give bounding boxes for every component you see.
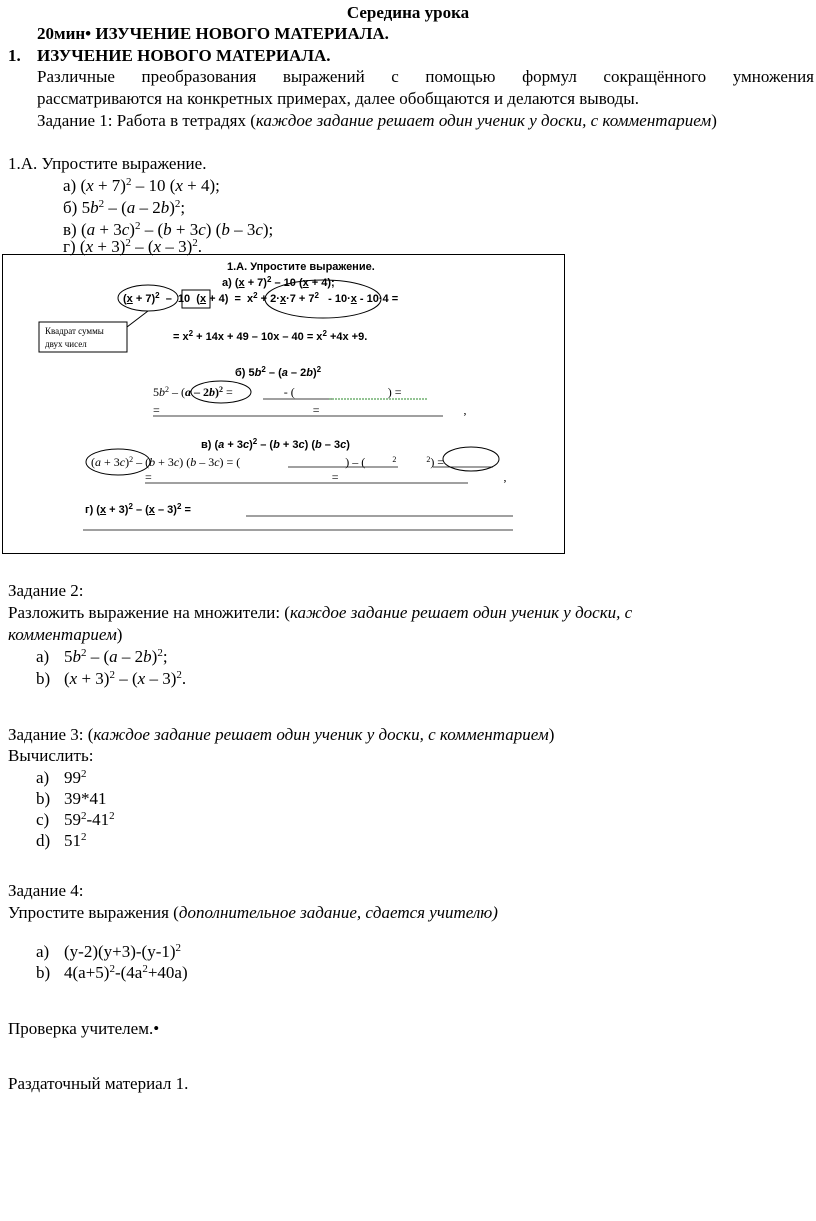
- intro-line-1: Различные преобразования выражений с помощью формул сокращённого умножения: [37, 67, 814, 86]
- item-label: в): [63, 220, 77, 239]
- figure-b-line1: $5b^2 - (a - 2b)^2$ = - ( ) =: [153, 385, 402, 399]
- item-label: г): [63, 237, 76, 256]
- section-heading: ИЗУЧЕНИЕ НОВОГО МАТЕРИАЛА.: [37, 46, 331, 65]
- task1-note: каждое задание решает один ученик у доски, с комментарием: [255, 111, 712, 130]
- item-exponent: 2: [109, 963, 115, 975]
- figure-a-line2: = $x^2 + 14x + 49 - 10x - 40 = x^2 +4x +9$.: [173, 329, 368, 343]
- item-value: +40a): [147, 963, 188, 982]
- callout-pointer: [127, 311, 148, 327]
- item-exponent: 2: [175, 942, 182, 954]
- item-value: 4(a+5): [64, 963, 110, 982]
- task3-instruction: Вычислить:: [8, 746, 94, 765]
- task4-title: Задание 4:: [8, 881, 84, 900]
- figure-c-line2: = = ,: [145, 470, 507, 484]
- item-label: d): [36, 831, 51, 850]
- task2-title: Задание 2:: [8, 581, 84, 600]
- exercise-item-b: б) $5b^2 - (a - 2b)^2$;: [63, 198, 186, 217]
- figure-label: в): [201, 439, 212, 451]
- item-value: 39*41: [64, 789, 107, 808]
- item-exponent: 2: [81, 768, 87, 780]
- task4-prefix: Упростите выражения (: [8, 903, 179, 922]
- figure-a-line1: $(x + 7)^2 - 10$ $(x + 4) = x^2 + 2\cdot x\cdot 7 + 7^2 - 10\cdot x - 10\cdot 4$ =: [123, 291, 399, 305]
- item-exponent: 2: [109, 810, 115, 822]
- item-label: б): [63, 198, 78, 217]
- figure-c-header: в) $(a + 3c)^2 - (b + 3c)$ (b – 3c): [201, 437, 350, 451]
- item-value: 51: [64, 831, 81, 850]
- figure-label: б): [235, 367, 246, 379]
- intro-line-2: рассматриваются на конкретных примерах, далее обобщаются и делаются выводы.: [37, 89, 639, 108]
- task3-suffix: ): [548, 725, 555, 744]
- task3-item-c: [36, 809, 115, 831]
- item-value: (y-2)(y+3)-(y-1): [64, 942, 176, 961]
- task2-item-a: a) $5b^2 - (a - 2b)^2$;: [36, 647, 168, 666]
- figure-d-line: г) $(x + 3)^2 - (x - 3)^2$ =: [85, 502, 191, 516]
- task1-prefix: Задание 1: Работа в тетрадях (: [37, 111, 256, 130]
- task2-line: [8, 602, 632, 624]
- figure-b-line2: = = ,: [153, 403, 467, 417]
- task2-note-2: комментарием: [8, 625, 117, 644]
- task4-item-b: [36, 962, 188, 984]
- bullet-icon: •: [153, 1019, 160, 1038]
- time-label: 20мин: [37, 24, 86, 43]
- item-exponent: 2: [142, 963, 148, 975]
- task3-line: [8, 724, 554, 746]
- worksheet-figure: [2, 254, 565, 554]
- figure-callout-text: [45, 325, 104, 351]
- item-label: a): [36, 647, 50, 666]
- item-exponent: 2: [81, 810, 87, 822]
- task1-suffix: ): [711, 111, 717, 130]
- page-title: Середина урока: [346, 3, 470, 22]
- task4-item-a: [36, 941, 182, 963]
- item-exponent: 2: [81, 831, 87, 843]
- exercise-item-c: в) $(a + 3c)^2 - (b + 3c)$ (b – 3c);: [63, 220, 274, 239]
- task3-item-d: [36, 830, 87, 852]
- task2-suffix: ): [116, 625, 123, 644]
- item-label: b): [36, 669, 51, 688]
- item-label: a): [36, 768, 50, 787]
- task4-line: [8, 902, 498, 924]
- check-text: Проверка учителем.: [8, 1019, 154, 1038]
- exercise-item-a: а) $(x + 7)^2 - 10$ (x + 4);: [63, 176, 220, 195]
- item-value: -41: [86, 810, 110, 829]
- figure-a-header: а) $(x + 7)^2 - 10$ (x + 4);: [222, 275, 335, 289]
- task1-line: [37, 110, 717, 132]
- figure-label: а): [222, 277, 232, 289]
- task3-item-a: [36, 767, 87, 789]
- task2-item-b: b) $(x + 3)^2 - (x - 3)^2$.: [36, 669, 187, 688]
- item-value: -(4a: [114, 963, 143, 982]
- figure-b-header: б) $5b^2 - (a - 2b)^2$: [235, 365, 322, 379]
- task2-note: каждое задание решает один ученик у доски, с: [289, 603, 633, 622]
- item-label: a): [36, 942, 50, 961]
- figure-label: г): [85, 504, 94, 516]
- task2-line-2: [8, 624, 122, 646]
- task4-note: дополнительное задание, сдается учителю): [178, 903, 498, 922]
- task3-prefix: Задание 3: (: [8, 725, 94, 744]
- task2-prefix: Разложить выражение на множители: (: [8, 603, 290, 622]
- exercise-heading: 1.А. Упростите выражение.: [8, 154, 207, 173]
- figure-heading: 1.А. Упростите выражение.: [227, 261, 375, 273]
- section-number: 1.: [8, 46, 21, 65]
- section-subtitle: [37, 23, 389, 45]
- item-label: b): [36, 963, 51, 982]
- item-label: c): [36, 810, 50, 829]
- item-label: b): [36, 789, 51, 808]
- item-value: 59: [64, 810, 81, 829]
- item-value: 99: [64, 768, 81, 787]
- figure-c-line1: $(a + 3c)^2 - (b + 3c)$ (b – 3c) = ( ) – ( $^2$ $^2$) =: [91, 455, 445, 469]
- bullet-icon: •: [85, 24, 92, 43]
- task3-note: каждое задание решает один ученик у доски, с комментарием: [93, 725, 549, 744]
- callout-line: двух чисел: [45, 339, 87, 349]
- subtitle-text: ИЗУЧЕНИЕ НОВОГО МАТЕРИАЛА.: [95, 24, 389, 43]
- callout-line: Квадрат суммы: [45, 326, 104, 336]
- task3-item-b: [36, 788, 107, 810]
- exercise-item-d: г) $(x + 3)^2 - (x - 3)^2$.: [63, 237, 202, 256]
- handout-note: Раздаточный материал 1.: [8, 1074, 189, 1093]
- teacher-check: [8, 1018, 159, 1040]
- item-label: а): [63, 176, 77, 195]
